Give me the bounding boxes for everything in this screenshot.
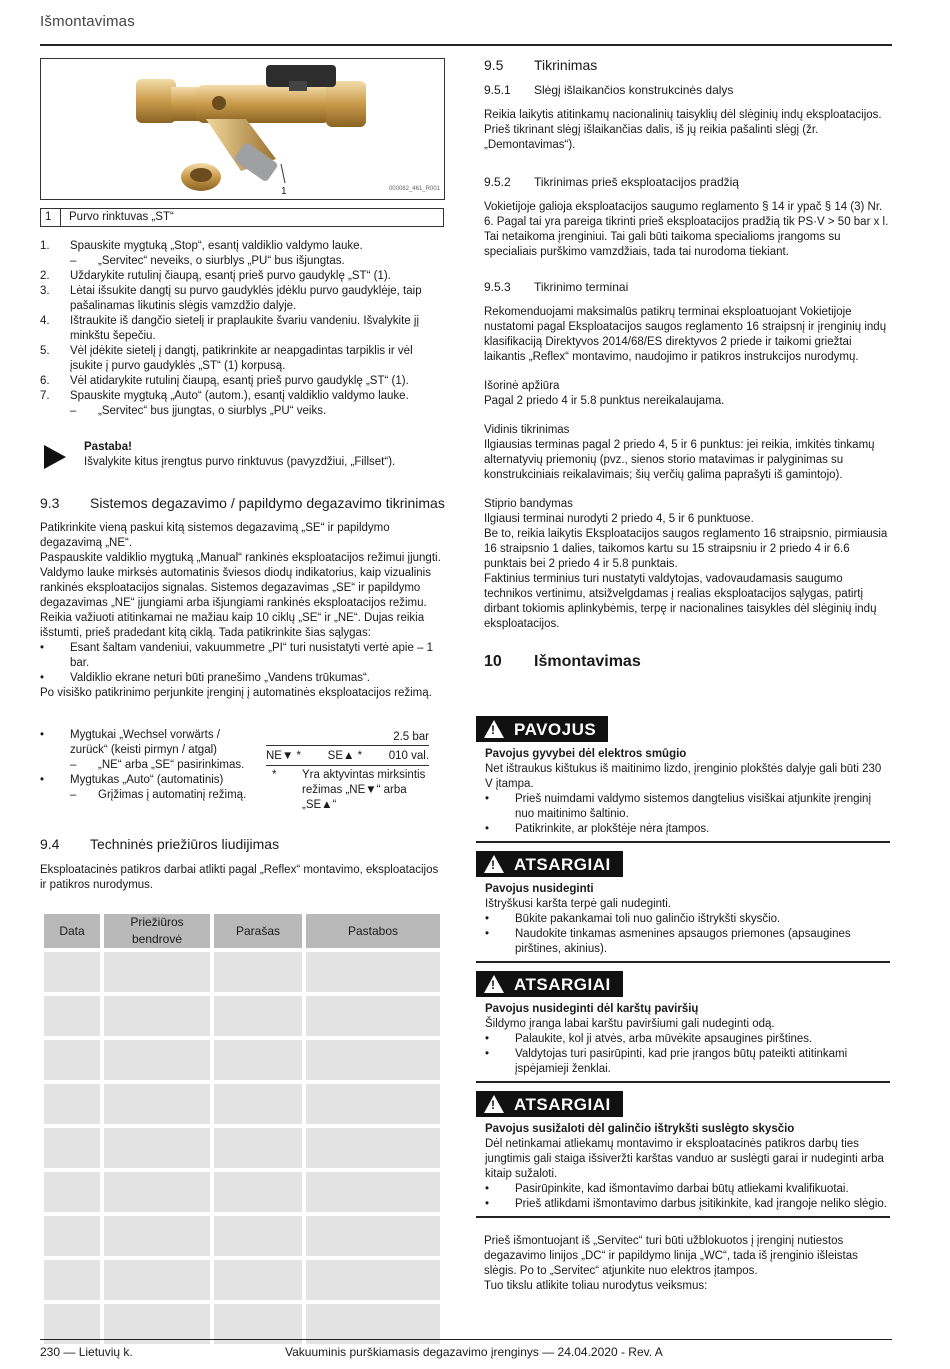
warning-box xyxy=(476,971,890,1083)
table-cell[interactable] xyxy=(104,952,210,992)
table-header-row xyxy=(44,914,440,948)
section-heading-9-3: 9.3 Sistemos degazavimo / papildymo degazavimo tikrinimas xyxy=(40,495,445,511)
paragraph: Reikia važiuoti atitinkamai ne mažiau kaip 10 ciklų „SE“ ir „NE“. Dujas reikia išstumti, prieš pradedant kitą ciklą. Tada patikrinkite šias sąlygas: xyxy=(40,612,425,639)
right-column xyxy=(484,58,890,669)
table-row xyxy=(44,1128,440,1168)
column-header: Priežiūros bendrovė xyxy=(104,914,210,948)
maintenance-record-table xyxy=(40,910,444,1348)
warning-badge: ! ATSARGIAI xyxy=(476,971,623,997)
footer-rule xyxy=(40,1339,892,1340)
bullet-item: • Pasirūpinkite, kad išmontavimo darbai būtų atliekami kvalifikuotai. xyxy=(485,1183,849,1195)
note-title: Pastaba! xyxy=(84,441,132,453)
column-header: Parašas xyxy=(214,914,302,948)
bullet-item: • Prieš nuimdami valdymo sistemos dangtelius visiškai atjunkite įrenginį nuo maitinimo šaltinio. xyxy=(485,793,872,820)
list-item: 6. Vėl atidarykite rutulinį čiaupą, esantį prieš purvo gaudyklę „ST“ (1). xyxy=(40,375,409,387)
warning-box xyxy=(476,1091,890,1218)
table-cell[interactable] xyxy=(214,1040,302,1080)
section-heading-9-5-1: 9.5.1 Slėgį išlaikančios konstrukcinės dalys xyxy=(484,83,734,97)
paragraph: Patikrinkite vieną paskui kitą sistemos degazavimą „SE“ ir papildymo degazavimą „NE“. xyxy=(40,522,390,549)
legend-text: Purvo rinktuvas „ST“ xyxy=(69,211,174,223)
paragraph: Pagal 2 priedo 4 ir 5.8 punktus nereikalaujama. xyxy=(484,395,725,407)
section-heading-9-4: 9.4 Techninės priežiūros liudijimas xyxy=(40,836,280,852)
display-volume: 010 val. xyxy=(388,750,429,762)
table-cell[interactable] xyxy=(44,1304,100,1344)
warning-title: Pavojus nusideginti xyxy=(485,883,594,895)
table-cell[interactable] xyxy=(44,1128,100,1168)
closing-block xyxy=(476,1234,890,1294)
valve-illustration xyxy=(41,59,445,200)
warning-badge: ! ATSARGIAI xyxy=(476,851,623,877)
footer-title: Vakuuminis purškiamasis degazavimo įrenginys — 24.04.2020 - Rev. A xyxy=(285,1345,663,1359)
table-cell[interactable] xyxy=(44,1084,100,1124)
table-cell[interactable] xyxy=(306,1304,440,1344)
table-row xyxy=(44,1304,440,1344)
header-rule xyxy=(40,44,892,46)
table-row xyxy=(44,952,440,992)
procedure-steps xyxy=(40,239,445,419)
table-cell[interactable] xyxy=(44,1172,100,1212)
paragraph: Tuo tikslu atlikite toliau nurodytus veiksmus: xyxy=(484,1280,708,1292)
bullet-item: • Palaukite, kol ji atvės, arba mūvėkite apsaugines pirštines. xyxy=(485,1033,813,1045)
table-cell[interactable] xyxy=(104,1260,210,1300)
table-cell[interactable] xyxy=(214,1216,302,1256)
dirt-trap-figure xyxy=(40,58,445,200)
paragraph: Rekomenduojami maksimalūs patikrų terminai eksploatuojant Vokietijoje nustatomi pagal Eksploatacijos saugos reglamento 16 straipsnį ir įrenginių indų klasifikaciją Direktyvos 2014/68/ES direktyvos 2 priede ir taikomi griežtai laikantis „Reflex“ montavimo, naudojimo ir patikros instrukcijos nurodymų. xyxy=(484,306,887,363)
warning-title: Pavojus gyvybei dėl elektros smūgio xyxy=(485,748,687,760)
section-9-3-body xyxy=(40,521,445,701)
bullet-item: • Patikrinkite, ar plokštėje nėra įtampos. xyxy=(485,823,710,835)
paragraph: Faktinius terminius turi nustatyti valdytojas, vadovaudamasis saugumo technikos vertinimu, atsižvelgdamas į realias eksploatacijos sąlygas, patirtį dirbant tokiomis aplinkybėmis, terpę ir nacionalines taisykles dėl slėginių indų eksploatacijos. xyxy=(484,573,877,630)
table-cell[interactable] xyxy=(104,1216,210,1256)
warning-text: Ištryškusi karšta terpė gali nudeginti. xyxy=(485,898,672,910)
warning-triangle-icon: ! xyxy=(484,975,504,993)
warning-box xyxy=(476,851,890,963)
table-cell[interactable] xyxy=(214,1084,302,1124)
list-item: 5. Vėl įdėkite sietelį į dangtį, patikrinkite ar neapgadintas tarpiklis ir vėl įsukite į purvo gaudyklės „ST“ (1) korpusą. xyxy=(40,345,413,372)
table-row xyxy=(44,1216,440,1256)
warning-text: Šildymo įranga labai karštu paviršiumi gali nudeginti odą. xyxy=(485,1018,775,1030)
list-item: 2. Uždarykite rutulinį čiaupą, esantį prieš purvo gaudyklę „ST“ (1). xyxy=(40,270,391,282)
paragraph: Reikia laikytis atitinkamų nacionalinių taisyklių dėl slėginių indų eksploatacijos. Prieš tikrinant slėgį išlaikančias dalis, iš jų reikia pašalinti slėgį (žr. „Demontavimas“). xyxy=(484,109,882,151)
table-cell[interactable] xyxy=(104,1084,210,1124)
table-cell[interactable] xyxy=(306,1084,440,1124)
table-cell[interactable] xyxy=(306,952,440,992)
list-subitem: – Grįžimas į automatinį režimą. xyxy=(70,789,247,801)
bullet-item: • Naudokite tinkamas asmenines apsaugos priemones (apsaugines pirštines, akinius). xyxy=(485,928,851,955)
note-block xyxy=(84,440,444,470)
table-cell[interactable] xyxy=(104,1172,210,1212)
list-subitem: – „Servitec“ bus įjungtas, o siurblys „PU“ veiks. xyxy=(70,405,327,417)
table-cell[interactable] xyxy=(214,1172,302,1212)
paragraph: Po visiško patikrinimo perjunkite įrenginį į automatinės eksploatacijos režimą. xyxy=(40,687,432,699)
table-cell[interactable] xyxy=(104,1128,210,1168)
paragraph: Ilgiausias terminas pagal 2 priedo 4, 5 ir 6 punktus: jei reikia, imkitės tinkamų alternatyvių priemonių (pvz., sienos storio matavimas ir palyginimas su konstrukciniais reikalavimais; šių verčių galima paprašyti iš gamintojo). xyxy=(484,439,875,481)
warning-badge: ! PAVOJUS xyxy=(476,716,608,742)
legend-number: 1 xyxy=(41,209,61,226)
warning-text: Dėl netinkamai atliekamų montavimo ir eksploatacinės patikros darbų ties jungtimis gali staiga išsiveržti karštas vanduo ar suslėgti garai ir nudeginti arba kitaip sužaloti. xyxy=(485,1138,884,1180)
figure-callout: 1 xyxy=(281,186,287,197)
table-row xyxy=(44,1260,440,1300)
paragraph: Prieš išmontuojant iš „Servitec“ turi būti užblokuotos į įrenginį nutiestos degazavimo linijos „DC“ ir papildymo linija „WC“, tada iš įrenginio išleistas slėgis. Po to „Servitec“ atjunkite nuo elektros įtampos. xyxy=(484,1235,858,1277)
display-example xyxy=(266,728,429,813)
table-cell[interactable] xyxy=(44,1260,100,1300)
section-heading-9-5-2: 9.5.2 Tikrinimas prieš eksploatacijos pradžią xyxy=(484,175,739,189)
table-cell[interactable] xyxy=(306,1040,440,1080)
table-cell[interactable] xyxy=(104,1304,210,1344)
table-row xyxy=(44,1172,440,1212)
bullet-item: • Valdytojas turi pasirūpinti, kad prie įrangos būtų pateikti atitinkami įspėjamieji ženklai. xyxy=(485,1048,848,1075)
display-pressure: 2.5 bar xyxy=(266,728,429,746)
warnings-stack xyxy=(476,716,890,1294)
bullet-item: • Prieš atlikdami išmontavimo darbus įsitikinkite, kad įrangoje neliko slėgio. xyxy=(485,1198,887,1210)
table-row xyxy=(44,1084,440,1124)
page-number: 230 — Lietuvių k. xyxy=(40,1345,133,1359)
bullet-item: • Mygtukai „Wechsel vorwärts / zurück“ (keisti pirmyn / atgal) xyxy=(40,729,220,756)
note-arrow-icon xyxy=(44,445,66,469)
table-cell[interactable] xyxy=(306,1172,440,1212)
section-9-4-body: Eksploatacinės patikros darbai atlikti pagal „Reflex“ montavimo, eksploatacijos ir patikros nurodymus. xyxy=(40,864,439,891)
table-cell[interactable] xyxy=(44,952,100,992)
paragraph: Be to, reikia laikytis Eksploatacijos saugos reglamento 16 straipsnio, pirmiausia 16 straipsnio 1 dalies, taikomos kartu su 15 straipsniu ir 2 priedo 4 ir 6.6 punktais bei 2 priedo 4 ir 5.8 punktais. xyxy=(484,528,888,570)
bullet-item: • Mygtukas „Auto“ (automatinis) xyxy=(40,774,224,786)
warning-badge: ! ATSARGIAI xyxy=(476,1091,623,1117)
warning-title: Pavojus nusideginti dėl karštų paviršių xyxy=(485,1003,699,1015)
column-header: Pastabos xyxy=(306,914,440,948)
warning-triangle-icon: ! xyxy=(484,855,504,873)
list-item: 4. Ištraukite iš dangčio sietelį ir praplaukite švariu vandeniu. Išvalykite jį minkštu šepečiu. xyxy=(40,315,419,342)
running-header: Išmontavimas xyxy=(40,13,135,30)
table-cell[interactable] xyxy=(214,996,302,1036)
bullet-item: • Būkite pakankamai toli nuo galinčio ištrykšti skysčio. xyxy=(485,913,781,925)
subheading: Vidinis tikrinimas xyxy=(484,424,570,436)
table-cell[interactable] xyxy=(44,1216,100,1256)
warning-box xyxy=(476,716,890,843)
warning-triangle-icon: ! xyxy=(484,720,504,738)
note-text: Išvalykite kitus įrengtus purvo rinktuvus (pavyzdžiui, „Fillset“). xyxy=(84,456,396,468)
display-se: SE▲ * xyxy=(327,750,363,762)
warning-triangle-icon: ! xyxy=(484,1095,504,1113)
list-item: 7. Spauskite mygtuką „Auto“ (autom.), esantį valdiklio valdymo lauke. xyxy=(40,390,409,402)
table-cell[interactable] xyxy=(214,1260,302,1300)
display-ne: NE▼ * xyxy=(266,750,302,762)
bullet-item: • Valdiklio ekrane neturi būti pranešimo „Vandens trūkumas“. xyxy=(40,672,370,684)
table-cell[interactable] xyxy=(104,996,210,1036)
list-item: 1. Spauskite mygtuką „Stop“, esantį valdiklio valdymo lauke. xyxy=(40,240,363,252)
subheading: Stiprio bandymas xyxy=(484,498,573,510)
section-heading-10: 10 Išmontavimas xyxy=(484,653,641,670)
list-subitem: – „Servitec“ neveiks, o siurblys „PU“ bus išjungtas. xyxy=(70,255,345,267)
table-cell[interactable] xyxy=(306,1128,440,1168)
warning-text: Net ištraukus kištukus iš maitinimo lizdo, įrenginio plokštės dalyje gali būti 230 V įtampa. xyxy=(485,763,882,790)
warning-title: Pavojus susižaloti dėl galinčio ištrykšti suslėgto skysčio xyxy=(485,1123,795,1135)
button-instructions xyxy=(40,728,258,803)
table-row xyxy=(44,1040,440,1080)
column-header: Data xyxy=(44,914,100,948)
table-cell[interactable] xyxy=(214,952,302,992)
figure-legend xyxy=(40,208,444,227)
paragraph: Ilgiausi terminai nurodyti 2 priedo 4, 5 ir 6 punktuose. xyxy=(484,513,754,525)
display-footnote: * Yra aktyvintas mirksintis režimas „NE▼“ arba „SE▲“ xyxy=(272,769,426,811)
bullet-item: • Esant šaltam vandeniui, vakuummetre „PI“ turi nusistatyti vertė apie – 1 bar. xyxy=(40,642,434,669)
table-row xyxy=(44,996,440,1036)
figure-code: 000082_461_R001 xyxy=(388,186,440,192)
table-cell[interactable] xyxy=(104,1040,210,1080)
table-cell[interactable] xyxy=(306,996,440,1036)
list-item: 3. Lėtai išsukite dangtį su purvo gaudyklės įdėklu purvo gaudyklėje, taip pašalinamas likutinis slėgis vamzdžio dalyje. xyxy=(40,285,422,312)
display-row xyxy=(266,746,429,766)
table-cell[interactable] xyxy=(44,996,100,1036)
table-cell[interactable] xyxy=(306,1260,440,1300)
section-heading-9-5-3: 9.5.3 Tikrinimo terminai xyxy=(484,280,629,294)
table-cell[interactable] xyxy=(306,1216,440,1256)
table-cell[interactable] xyxy=(44,1040,100,1080)
paragraph: Paspauskite valdiklio mygtuką „Manual“ rankinės eksploatacijos režimui įjungti. Valdymo lauke mirksės automatinis šviesos diodų indikatorius, kaip vizualinis rankinės eksploatacijos signalas. Sistemos degazavimas „SE“ ir papildymo degazavimas „NE“ įjungiami arba išjungiami rankinės eksploatacijos režimu. xyxy=(40,552,441,609)
list-subitem: – „NE“ arba „SE“ pasirinkimas. xyxy=(70,759,245,771)
subheading: Išorinė apžiūra xyxy=(484,380,560,392)
paragraph: Vokietijoje galioja eksploatacijos saugumo reglamento § 14 ir ypač § 14 (3) Nr. 6. Pagal tai yra pareiga tikrinti prieš eksploatacijos pradžią tik PS·V > 50 bar x l. Tai netaikoma įrenginiui. Tai gali būti taikoma specialioms įrangoms su specialiais purškimo vamzdžiais, tada tai nurodoma tiekiant. xyxy=(484,201,889,258)
section-heading-9-5: 9.5 Tikrinimas xyxy=(484,57,598,73)
table-cell[interactable] xyxy=(214,1304,302,1344)
table-cell[interactable] xyxy=(214,1128,302,1168)
